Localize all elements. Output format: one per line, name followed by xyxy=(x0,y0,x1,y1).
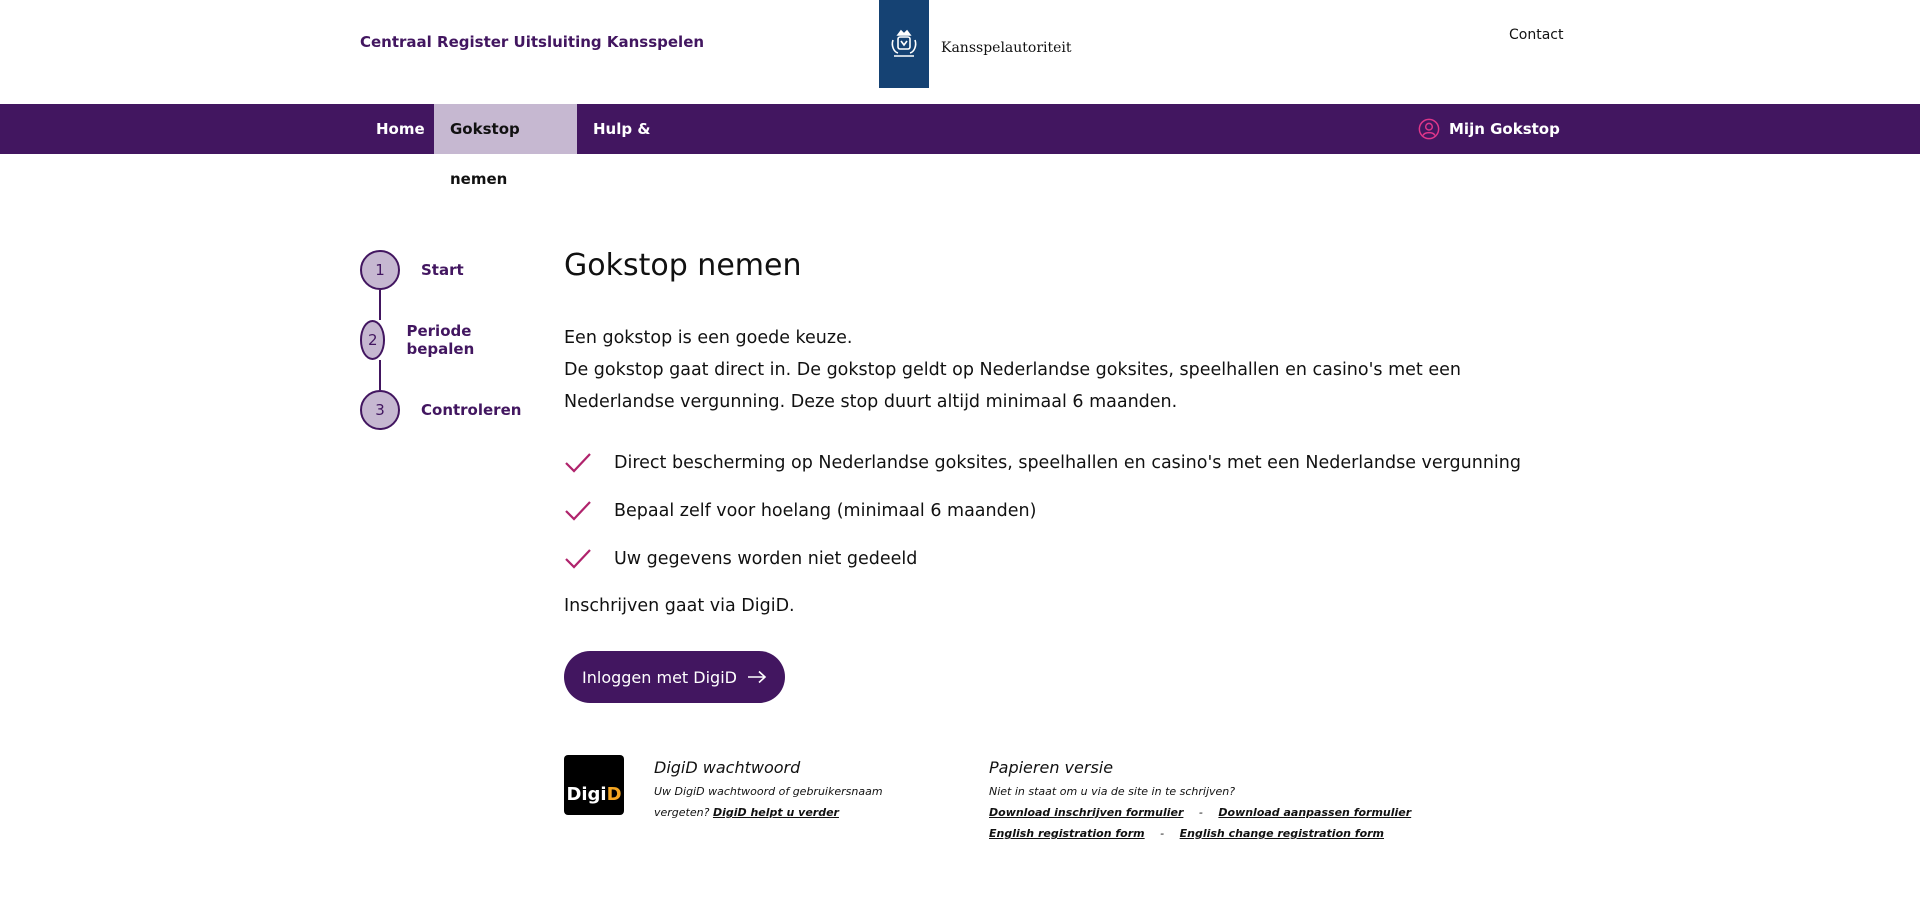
paper-version-question: Niet in staat om u via de site in te schrijven? xyxy=(989,785,1236,798)
digid-note: Inschrijven gaat via DigiD. xyxy=(564,596,795,616)
paper-version-info xyxy=(989,758,1449,844)
login-digid-label: Inloggen met DigiD xyxy=(582,667,737,687)
login-digid-button[interactable] xyxy=(564,651,785,703)
arrow-right-icon xyxy=(747,670,767,684)
paper-version-text xyxy=(989,781,1449,844)
check-icon xyxy=(564,546,592,572)
paper-version-links-row xyxy=(989,802,1449,823)
benefit-text: Bepaal zelf voor hoelang (minimaal 6 maanden) xyxy=(614,501,1037,521)
nav-item-hulp-info[interactable]: Hulp & Info xyxy=(593,120,651,188)
site-title[interactable]: Centraal Register Uitsluiting Kansspelen xyxy=(360,33,705,51)
mijn-gokstop-label: Mijn Gokstop xyxy=(1449,120,1560,138)
page-title: Gokstop nemen xyxy=(564,248,802,283)
step-periode-bepalen xyxy=(360,320,489,360)
nav-item-gokstop-nemen[interactable]: Gokstop nemen xyxy=(434,104,577,154)
benefit-item xyxy=(564,546,917,572)
digid-info-line: Uw DigiD wachtwoord of gebruikersnaam xyxy=(654,785,883,798)
english-change-form-link[interactable]: English change registration form xyxy=(1179,827,1385,840)
step-connector xyxy=(379,360,381,390)
step-start xyxy=(360,250,464,290)
digid-info-title: DigiD wachtwoord xyxy=(654,758,801,777)
user-circle-icon xyxy=(1418,118,1440,140)
nav-item-home[interactable]: Home xyxy=(376,120,425,138)
intro-line: De gokstop gaat direct in. De gokstop geldt op Nederlandse goksites, speelhallen en casino's met een Nederlandse vergunning. Deze stop duurt altijd minimaal 6 maanden. xyxy=(564,360,1461,412)
download-change-form-link[interactable]: Download aanpassen formulier xyxy=(1218,806,1412,819)
link-separator: - xyxy=(1198,806,1203,819)
step-label: Periode bepalen xyxy=(406,322,475,358)
download-registration-form-link[interactable]: Download inschrijven formulier xyxy=(989,806,1184,819)
digid-info xyxy=(654,758,914,823)
intro-text xyxy=(564,322,1524,418)
benefit-item xyxy=(564,498,1036,524)
benefit-text: Uw gegevens worden niet gedeeld xyxy=(614,549,918,569)
step-label: Start xyxy=(421,261,464,279)
step-number: 1 xyxy=(360,250,400,290)
paper-version-title: Papieren versie xyxy=(989,758,1114,777)
step-number: 3 xyxy=(360,390,400,430)
logo-text: Kansspelautoriteit xyxy=(941,40,1072,56)
step-controleren xyxy=(360,390,521,430)
step-label: Controleren xyxy=(421,401,522,419)
main-nav xyxy=(0,104,1920,188)
contact-link[interactable]: Contact xyxy=(1509,27,1564,43)
site-header xyxy=(0,0,1920,104)
digid-info-line: vergeten? xyxy=(654,806,710,819)
intro-line: Een gokstop is een goede keuze. xyxy=(564,328,853,348)
link-separator: - xyxy=(1160,827,1165,840)
coat-of-arms-icon xyxy=(886,26,922,62)
digid-info-text xyxy=(654,781,914,823)
check-icon xyxy=(564,450,592,476)
digid-logo xyxy=(564,755,624,815)
step-number: 2 xyxy=(360,320,385,360)
english-registration-form-link[interactable]: English registration form xyxy=(989,827,1145,840)
benefit-text: Direct bescherming op Nederlandse goksites, speelhallen en casino's met een Nederlandse vergunning xyxy=(614,453,1521,473)
mijn-gokstop-link[interactable] xyxy=(1418,104,1560,154)
digid-logo-text: Digi xyxy=(566,784,607,805)
logo-ribbon xyxy=(879,0,929,88)
logo[interactable] xyxy=(879,0,1072,88)
paper-version-links-row xyxy=(989,823,1449,844)
benefit-item xyxy=(564,450,1521,476)
digid-logo-accent: D xyxy=(606,784,622,805)
check-icon xyxy=(564,498,592,524)
step-connector xyxy=(379,290,381,320)
digid-help-link[interactable]: DigiD helpt u verder xyxy=(712,806,839,819)
